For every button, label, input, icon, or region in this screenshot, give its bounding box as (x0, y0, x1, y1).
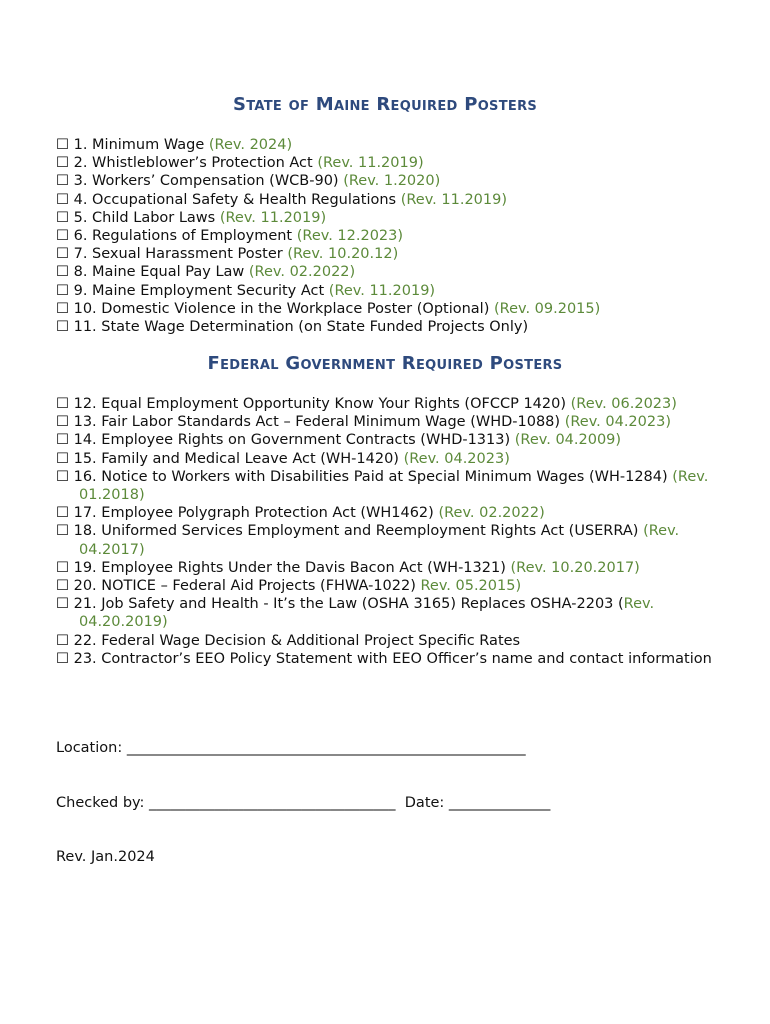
revision-text: (Rev. 11.2019) (328, 282, 436, 299)
list-item (56, 632, 726, 650)
list-item (56, 577, 726, 595)
revision-text: (Rev. 04.2009) (514, 432, 622, 449)
revision-text: (Rev. 02.2022) (438, 505, 545, 522)
item-text: ☐ 2. Whistleblower’s Protection Act (56, 155, 318, 172)
federal-poster-list (56, 395, 726, 668)
item-text: ☐ 19. Employee Rights Under the Davis Bacon Act (WH-1321) (56, 559, 511, 576)
item-text: ☐ 7. Sexual Harassment Poster (56, 246, 288, 263)
list-item (56, 154, 726, 172)
list-item (56, 209, 726, 227)
list-item (56, 245, 726, 263)
item-text: ☐ 4. Occupational Safety & Health Regulations (56, 191, 401, 208)
list-item (56, 559, 726, 577)
list-item (56, 136, 726, 154)
revision-text: (Rev. 11.2019) (317, 155, 424, 172)
item-text: ☐ 1. Minimum Wage (56, 137, 209, 153)
item-text: ☐ 10. Domestic Violence in the Workplace Poster (Optional) (56, 300, 494, 317)
revision-text: (Rev. 12.2023) (296, 228, 404, 245)
list-item (56, 227, 726, 245)
revision-text: (Rev. 06.2023) (570, 396, 677, 412)
list-item (56, 282, 726, 300)
revision-text: (Rev. 04.2023) (403, 450, 510, 467)
revision-text: (Rev. 09.2015) (493, 300, 601, 317)
item-text: ☐ 11. State Wage Determination (on State Funded Projects Only) (56, 319, 529, 336)
revision-text: (Rev. 10.20.2017) (510, 559, 640, 576)
item-text: ☐ 5. Child Labor Laws (56, 209, 220, 226)
item-text: ☐ 9. Maine Employment Security Act (56, 282, 329, 299)
list-item (56, 191, 726, 209)
list-item (56, 300, 726, 318)
federal-section-title: Federal Government Required Posters (207, 353, 563, 374)
item-text: ☐ 13. Fair Labor Standards Act – Federal Minimum Wage (WHD-1088) (56, 414, 565, 431)
location-field[interactable]: Location: _______________________________________________________ (56, 740, 526, 756)
list-item (56, 263, 726, 281)
revision-text: (Rev. 04.2017) (79, 523, 680, 558)
item-text: ☐ 15. Family and Medical Leave Act (WH-1420) (56, 450, 404, 467)
revision-text: (Rev. 2024) (208, 137, 293, 153)
revision-text: Rev. 05.2015) (420, 578, 522, 595)
state-section-title: State of Maine Required Posters (232, 94, 538, 115)
item-text: ☐ 3. Workers’ Compensation (WCB-90) (56, 173, 344, 190)
item-text: ☐ 23. Contractor’s EEO Policy Statement with EEO Officer’s name and contact information (56, 650, 712, 667)
revision-text: Rev. 04.20.2019) (79, 596, 655, 631)
item-text: ☐ 18. Uniformed Services Employment and Reemployment Rights Act (USERRA) (56, 523, 644, 540)
item-text: ☐ 17. Employee Polygraph Protection Act (WH1462) (56, 505, 439, 522)
revision-text: (Rev. 11.2019) (219, 209, 327, 226)
revision-text: (Rev. 1.2020) (343, 173, 441, 190)
item-text: ☐ 14. Employee Rights on Government Contracts (WHD-1313) (56, 432, 515, 449)
list-item (56, 318, 726, 336)
item-text: ☐ 8. Maine Equal Pay Law (56, 264, 249, 281)
revision-date: Rev. Jan.2024 (56, 849, 155, 865)
checked-by-date-field[interactable]: Checked by: __________________________________ Date: ______________ (56, 795, 551, 811)
state-poster-list (56, 136, 726, 336)
list-item (56, 595, 726, 631)
list-item (56, 504, 726, 522)
revision-text: (Rev. 02.2022) (248, 264, 356, 281)
list-item (56, 431, 726, 449)
item-text: ☐ 20. NOTICE – Federal Aid Projects (FHWA-1022) (56, 578, 421, 595)
list-item (56, 522, 726, 558)
list-item (56, 650, 726, 668)
list-item (56, 172, 726, 190)
item-text: ☐ 16. Notice to Workers with Disabilities Paid at Special Minimum Wages (WH-1284) (56, 468, 673, 485)
revision-text: (Rev. 04.2023) (564, 414, 671, 431)
list-item (56, 395, 726, 413)
list-item (56, 450, 726, 468)
item-text: ☐ 12. Equal Employment Opportunity Know Your Rights (OFCCP 1420) (56, 396, 571, 412)
revision-text: (Rev. 10.20.12) (287, 246, 399, 263)
revision-text: (Rev. 01.2018) (79, 468, 709, 504)
revision-text: (Rev. 11.2019) (400, 191, 508, 208)
item-text: ☐ 21. Job Safety and Health - It’s the Law (OSHA 3165) Replaces OSHA-2203 ( (56, 596, 624, 613)
item-text: ☐ 22. Federal Wage Decision & Additional Project Specific Rates (56, 632, 521, 649)
item-text: ☐ 6. Regulations of Employment (56, 228, 297, 245)
list-item (56, 468, 726, 504)
list-item (56, 413, 726, 431)
